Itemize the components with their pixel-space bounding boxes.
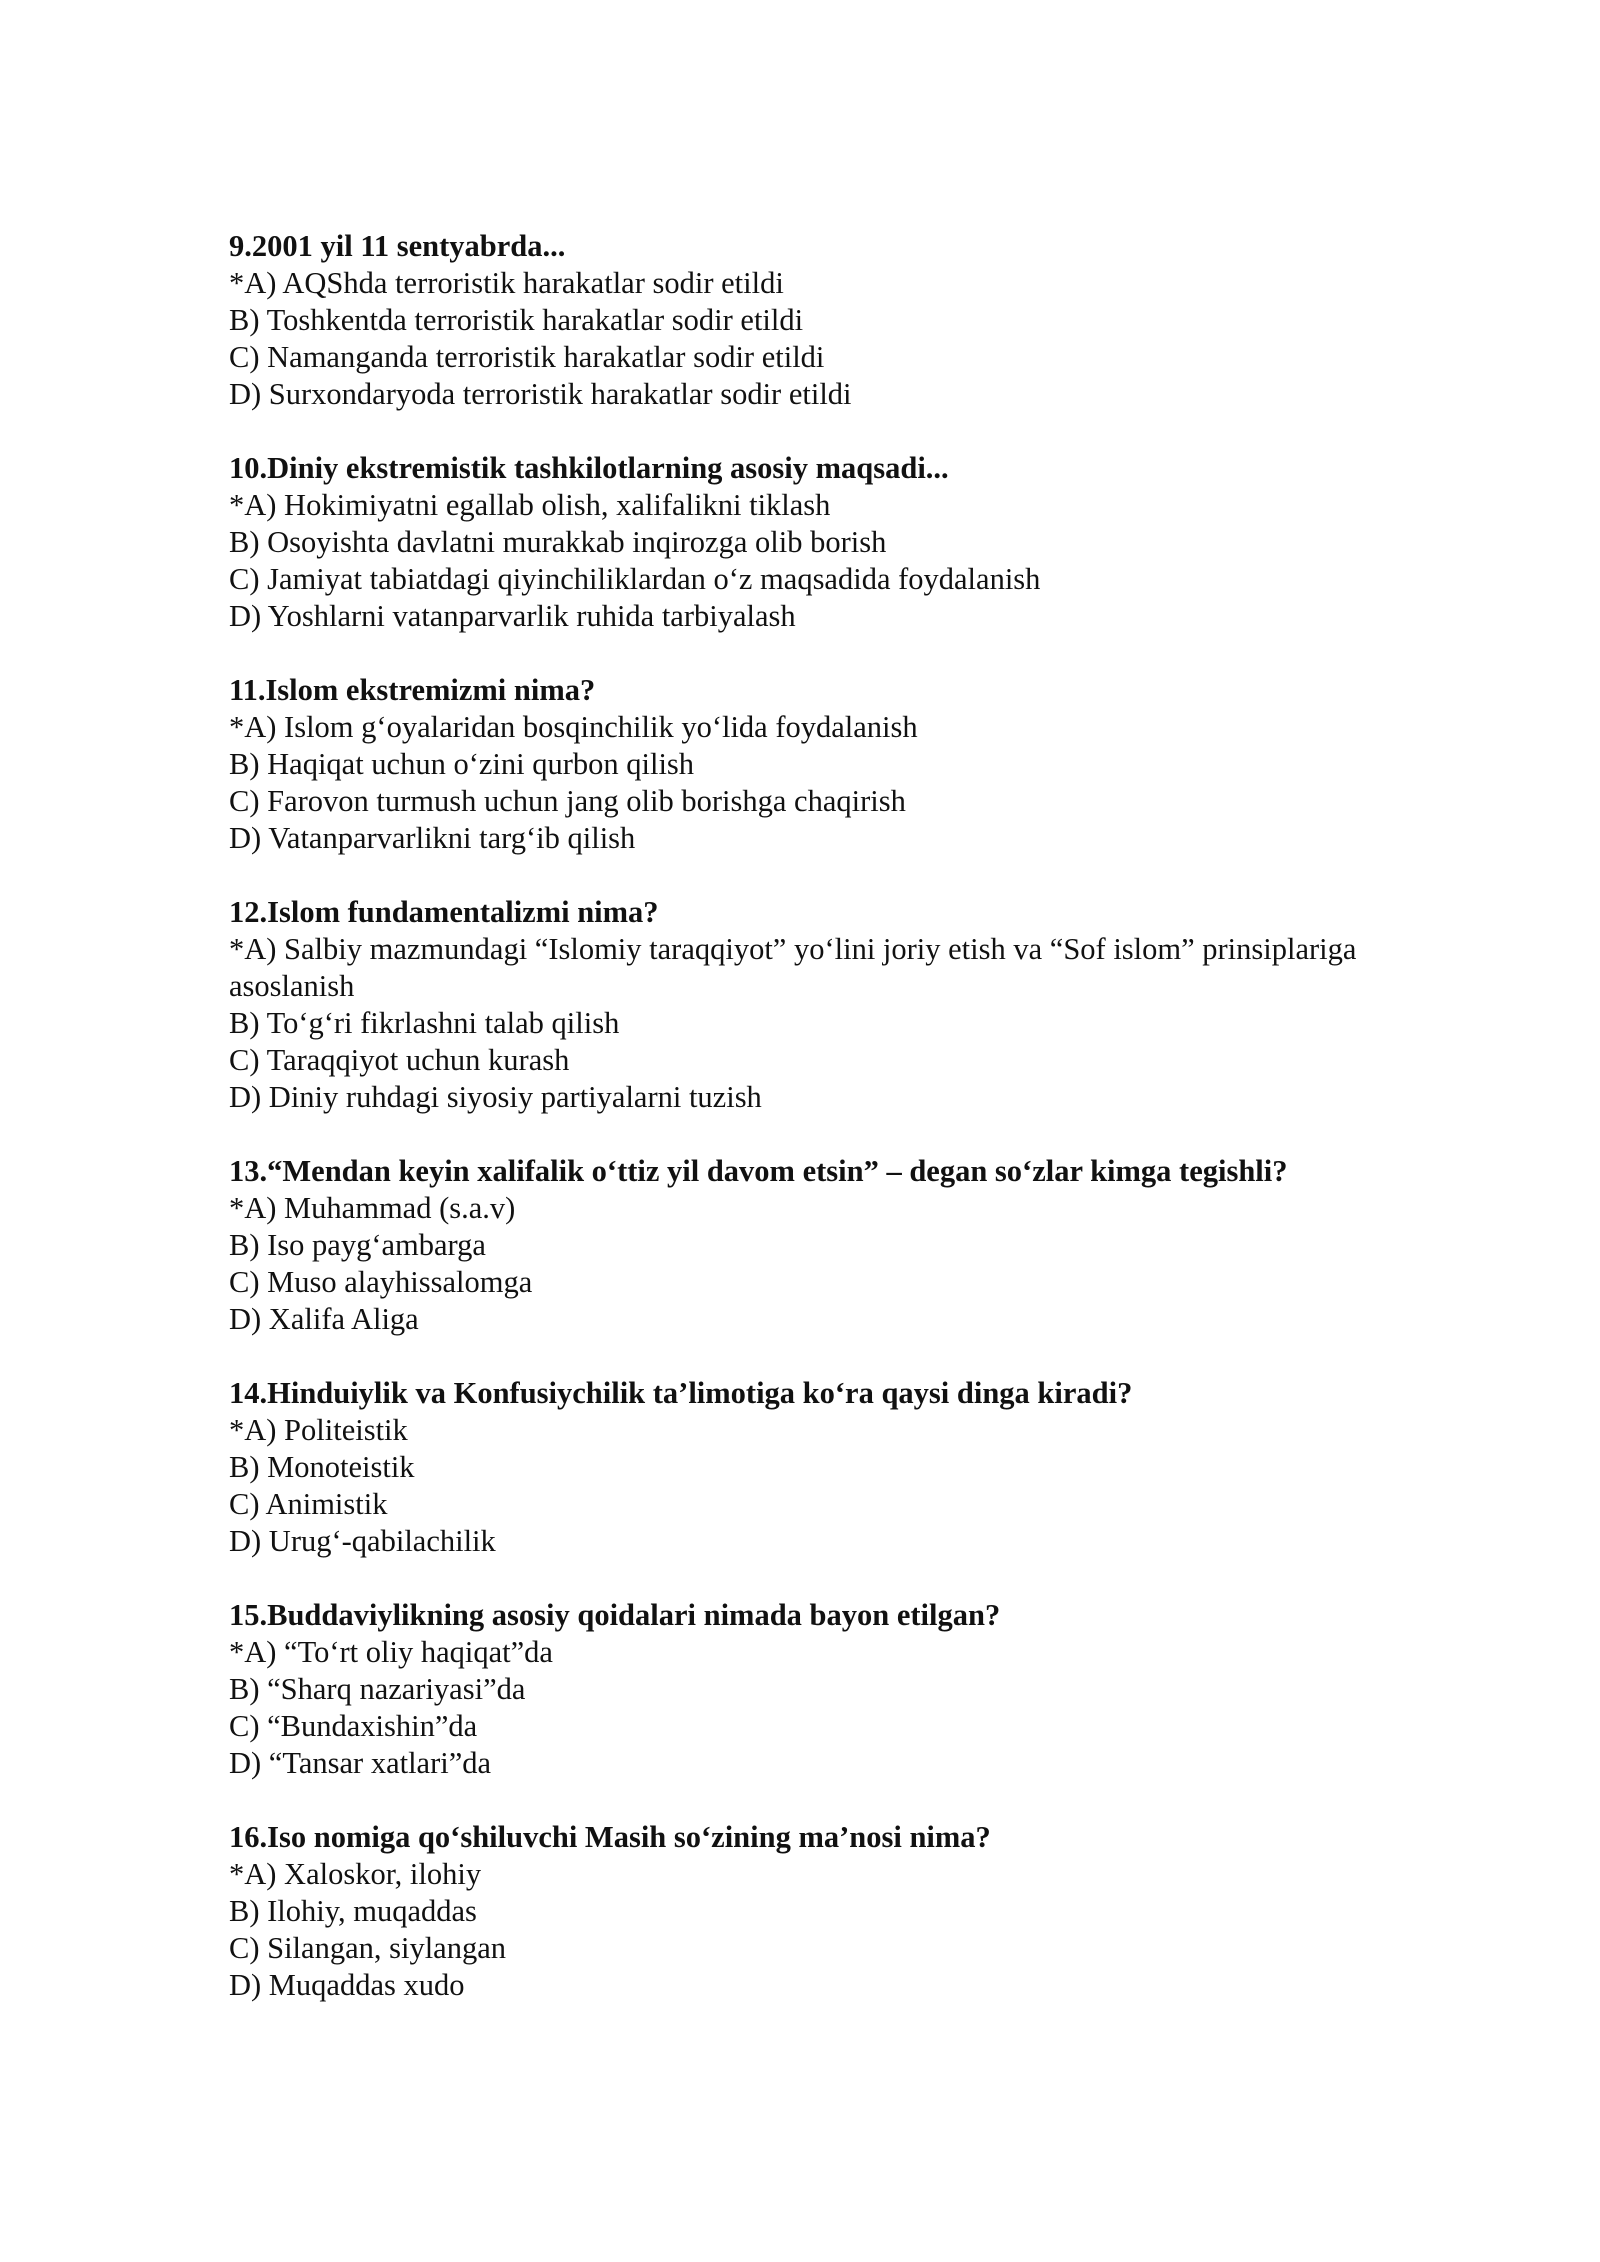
question-title: 15.Buddaviylikning asosiy qoidalari nimada bayon etilgan? — [229, 1598, 1001, 1632]
question-15 — [229, 1597, 1429, 1782]
question-16 — [229, 1819, 1429, 2004]
answer-option-c: C) Animistik — [229, 1487, 388, 1521]
answer-option-a: *A) Politeistik — [229, 1413, 408, 1447]
answer-option-a: *A) Muhammad (s.a.v) — [229, 1191, 516, 1225]
question-title: 11.Islom ekstremizmi nima? — [229, 673, 596, 707]
answer-option-b: B) Iso payg‘ambarga — [229, 1228, 486, 1262]
answer-option-c: C) Silangan, siylangan — [229, 1931, 507, 1965]
question-11 — [229, 672, 1429, 857]
question-title: 12.Islom fundamentalizmi nima? — [229, 895, 659, 929]
answer-option-d: D) Vatanparvarlikni targ‘ib qilish — [229, 821, 636, 855]
question-title: 10.Diniy ekstremistik tashkilotlarning asosiy maqsadi... — [229, 451, 949, 485]
answer-option-b: B) “Sharq nazariyasi”da — [229, 1672, 526, 1706]
answer-option-d: D) Yoshlarni vatanparvarlik ruhida tarbiyalash — [229, 599, 796, 633]
question-title: 9.2001 yil 11 sentyabrda... — [229, 229, 566, 263]
answer-option-a: *A) Xaloskor, ilohiy — [229, 1857, 482, 1891]
answer-option-a: *A) “To‘rt oliy haqiqat”da — [229, 1635, 553, 1669]
answer-option-c: C) Farovon turmush uchun jang olib borishga chaqirish — [229, 784, 906, 818]
answer-option-d: D) Xalifa Aliga — [229, 1302, 419, 1336]
answer-option-c: C) “Bundaxishin”da — [229, 1709, 478, 1743]
answer-option-d: D) Urug‘-qabilachilik — [229, 1524, 496, 1558]
answer-option-c: C) Taraqqiyot uchun kurash — [229, 1043, 570, 1077]
answer-option-b: B) To‘g‘ri fikrlashni talab qilish — [229, 1006, 620, 1040]
answer-option-d: D) Diniy ruhdagi siyosiy partiyalarni tuzish — [229, 1080, 762, 1114]
answer-option-c: C) Muso alayhissalomga — [229, 1265, 533, 1299]
answer-option-d: D) “Tansar xatlari”da — [229, 1746, 492, 1780]
question-13 — [229, 1153, 1429, 1338]
question-title: 13.“Mendan keyin xalifalik o‘ttiz yil davom etsin” – degan so‘zlar kimga tegishli? — [229, 1154, 1288, 1188]
question-14 — [229, 1375, 1429, 1560]
answer-option-a: *A) Salbiy mazmundagi “Islomiy taraqqiyot” yo‘lini joriy etish va “Sof islom” prinsiplariga asoslanish — [229, 932, 1357, 1003]
answer-option-c: C) Namanganda terroristik harakatlar sodir etildi — [229, 340, 825, 374]
question-12 — [229, 894, 1429, 1116]
question-9 — [229, 228, 1429, 413]
question-title: 16.Iso nomiga qo‘shiluvchi Masih so‘zining ma’nosi nima? — [229, 1820, 991, 1854]
answer-option-b: B) Osoyishta davlatni murakkab inqirozga olib borish — [229, 525, 887, 559]
answer-option-b: B) Toshkentda terroristik harakatlar sodir etildi — [229, 303, 804, 337]
answer-option-b: B) Haqiqat uchun o‘zini qurbon qilish — [229, 747, 695, 781]
answer-option-b: B) Monoteistik — [229, 1450, 415, 1484]
answer-option-a: *A) AQShda terroristik harakatlar sodir etildi — [229, 266, 784, 300]
answer-option-c: C) Jamiyat tabiatdagi qiyinchiliklardan o‘z maqsadida foydalanish — [229, 562, 1041, 596]
answer-option-b: B) Ilohiy, muqaddas — [229, 1894, 477, 1928]
answer-option-a: *A) Hokimiyatni egallab olish, xalifalikni tiklash — [229, 488, 831, 522]
answer-option-d: D) Muqaddas xudo — [229, 1968, 465, 2002]
answer-option-d: D) Surxondaryoda terroristik harakatlar sodir etildi — [229, 377, 852, 411]
answer-option-a: *A) Islom g‘oyalaridan bosqinchilik yo‘lida foydalanish — [229, 710, 918, 744]
quiz-content — [229, 228, 1429, 2041]
question-10 — [229, 450, 1429, 635]
question-title: 14.Hinduiylik va Konfusiychilik ta’limotiga ko‘ra qaysi dinga kiradi? — [229, 1376, 1133, 1410]
